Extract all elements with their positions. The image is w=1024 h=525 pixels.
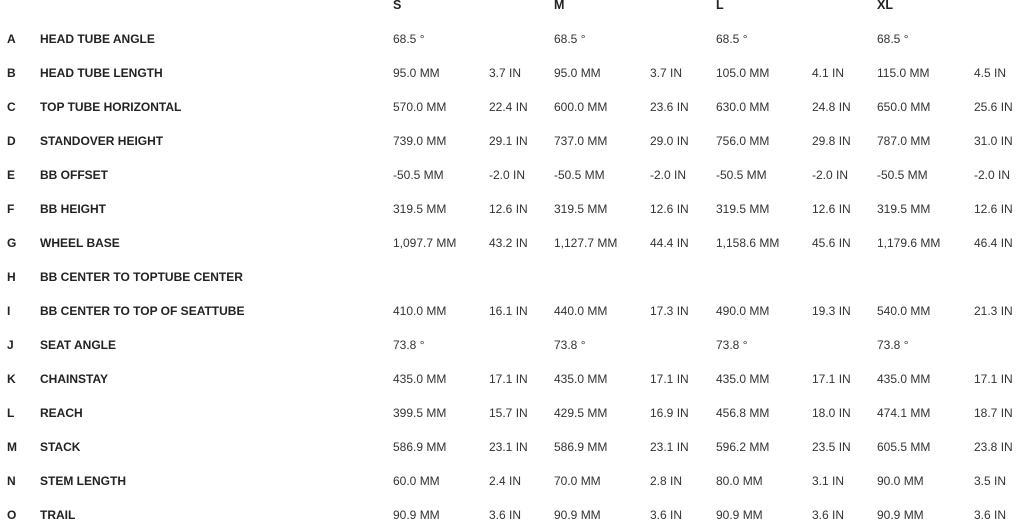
imperial-value: 3.7 IN (489, 66, 522, 80)
table-row (0, 165, 1024, 185)
row-label: HEAD TUBE ANGLE (40, 32, 155, 46)
metric-value: 739.0 MM (393, 134, 447, 148)
imperial-value: 2.4 IN (489, 474, 522, 488)
row-letter: A (7, 32, 16, 46)
metric-value: 490.0 MM (716, 304, 770, 318)
metric-value: 737.0 MM (554, 134, 608, 148)
metric-value: 90.9 MM (393, 508, 440, 522)
imperial-value: 29.1 IN (489, 134, 528, 148)
metric-value: 73.8 ° (716, 338, 748, 352)
metric-value: 650.0 MM (877, 100, 931, 114)
table-row (0, 505, 1024, 525)
row-letter: M (7, 440, 17, 454)
imperial-value: 12.6 IN (974, 202, 1013, 216)
imperial-value: 3.6 IN (974, 508, 1007, 522)
imperial-value: 22.4 IN (489, 100, 528, 114)
metric-value: 586.9 MM (554, 440, 608, 454)
row-label: HEAD TUBE LENGTH (40, 66, 163, 80)
metric-value: 1,097.7 MM (393, 236, 457, 250)
imperial-value: 31.0 IN (974, 134, 1013, 148)
imperial-value: 4.1 IN (812, 66, 845, 80)
metric-value: 73.8 ° (877, 338, 909, 352)
imperial-value: 23.6 IN (650, 100, 689, 114)
row-label: WHEEL BASE (40, 236, 120, 250)
imperial-value: 12.6 IN (812, 202, 851, 216)
row-label: STACK (40, 440, 81, 454)
metric-value: -50.5 MM (716, 168, 767, 182)
metric-value: 1,179.6 MM (877, 236, 941, 250)
imperial-value: 18.7 IN (974, 406, 1013, 420)
imperial-value: 24.8 IN (812, 100, 851, 114)
metric-value: 68.5 ° (393, 32, 425, 46)
imperial-value: 16.9 IN (650, 406, 689, 420)
metric-value: -50.5 MM (554, 168, 605, 182)
metric-value: 440.0 MM (554, 304, 608, 318)
imperial-value: 29.0 IN (650, 134, 689, 148)
imperial-value: 2.8 IN (650, 474, 683, 488)
size-header-m: M (554, 0, 565, 12)
imperial-value: 12.6 IN (650, 202, 689, 216)
row-letter: O (7, 508, 17, 522)
imperial-value: 3.7 IN (650, 66, 683, 80)
table-row (0, 199, 1024, 219)
metric-value: 68.5 ° (554, 32, 586, 46)
row-letter: C (7, 100, 16, 114)
imperial-value: 44.4 IN (650, 236, 689, 250)
metric-value: 90.9 MM (554, 508, 601, 522)
table-row (0, 233, 1024, 253)
row-label: STEM LENGTH (40, 474, 126, 488)
row-letter: L (7, 406, 15, 420)
table-row (0, 301, 1024, 321)
size-header-s: S (393, 0, 402, 12)
imperial-value: 23.8 IN (974, 440, 1013, 454)
metric-value: 787.0 MM (877, 134, 931, 148)
imperial-value: 17.3 IN (650, 304, 689, 318)
metric-value: 600.0 MM (554, 100, 608, 114)
metric-value: 70.0 MM (554, 474, 601, 488)
row-letter: N (7, 474, 16, 488)
imperial-value: 12.6 IN (489, 202, 528, 216)
imperial-value: 17.1 IN (974, 372, 1013, 386)
imperial-value: 43.2 IN (489, 236, 528, 250)
imperial-value: 4.5 IN (974, 66, 1007, 80)
metric-value: 435.0 MM (877, 372, 931, 386)
row-label: BB OFFSET (40, 168, 108, 182)
row-label: TOP TUBE HORIZONTAL (40, 100, 182, 114)
metric-value: 435.0 MM (716, 372, 770, 386)
row-letter: D (7, 134, 16, 148)
metric-value: 319.5 MM (877, 202, 931, 216)
row-label: BB CENTER TO TOPTUBE CENTER (40, 270, 243, 284)
imperial-value: 3.6 IN (489, 508, 522, 522)
metric-value: 319.5 MM (393, 202, 447, 216)
row-letter: B (7, 66, 16, 80)
imperial-value: 46.4 IN (974, 236, 1013, 250)
imperial-value: -2.0 IN (489, 168, 526, 182)
table-row (0, 63, 1024, 83)
imperial-value: -2.0 IN (650, 168, 687, 182)
imperial-value: 3.5 IN (974, 474, 1007, 488)
metric-value: 410.0 MM (393, 304, 447, 318)
metric-value: 80.0 MM (716, 474, 763, 488)
metric-value: 105.0 MM (716, 66, 770, 80)
metric-value: 319.5 MM (716, 202, 770, 216)
metric-value: 95.0 MM (393, 66, 440, 80)
row-letter: F (7, 202, 15, 216)
imperial-value: 21.3 IN (974, 304, 1013, 318)
metric-value: 1,158.6 MM (716, 236, 780, 250)
table-row (0, 335, 1024, 355)
size-header-xl: XL (877, 0, 893, 12)
row-label: CHAINSTAY (40, 372, 109, 386)
row-label: SEAT ANGLE (40, 338, 117, 352)
row-letter: K (7, 372, 16, 386)
metric-value: 73.8 ° (554, 338, 586, 352)
row-label: REACH (40, 406, 83, 420)
metric-value: 435.0 MM (393, 372, 447, 386)
imperial-value: 18.0 IN (812, 406, 851, 420)
imperial-value: 25.6 IN (974, 100, 1013, 114)
metric-value: 73.8 ° (393, 338, 425, 352)
imperial-value: 16.1 IN (489, 304, 528, 318)
metric-value: 319.5 MM (554, 202, 608, 216)
metric-value: 429.5 MM (554, 406, 608, 420)
imperial-value: 15.7 IN (489, 406, 528, 420)
table-row (0, 29, 1024, 49)
metric-value: 474.1 MM (877, 406, 931, 420)
table-row (0, 267, 1024, 287)
table-row (0, 437, 1024, 457)
row-letter: J (7, 338, 14, 352)
row-letter: H (7, 270, 16, 284)
metric-value: 456.8 MM (716, 406, 770, 420)
imperial-value: 23.5 IN (812, 440, 851, 454)
table-row (0, 97, 1024, 117)
row-label: TRAIL (40, 508, 76, 522)
metric-value: 95.0 MM (554, 66, 601, 80)
metric-value: 435.0 MM (554, 372, 608, 386)
row-label: BB HEIGHT (40, 202, 106, 216)
row-label: BB CENTER TO TOP OF SEATTUBE (40, 304, 245, 318)
metric-value: 399.5 MM (393, 406, 447, 420)
row-letter: I (7, 304, 11, 318)
metric-value: 570.0 MM (393, 100, 447, 114)
imperial-value: -2.0 IN (974, 168, 1011, 182)
table-row (0, 131, 1024, 151)
metric-value: 605.5 MM (877, 440, 931, 454)
imperial-value: 17.1 IN (489, 372, 528, 386)
metric-value: 540.0 MM (877, 304, 931, 318)
imperial-value: 17.1 IN (812, 372, 851, 386)
metric-value: -50.5 MM (877, 168, 928, 182)
metric-value: -50.5 MM (393, 168, 444, 182)
imperial-value: 3.6 IN (650, 508, 683, 522)
table-row (0, 403, 1024, 423)
row-label: STANDOVER HEIGHT (40, 134, 164, 148)
row-letter: E (7, 168, 16, 182)
imperial-value: 17.1 IN (650, 372, 689, 386)
metric-value: 68.5 ° (716, 32, 748, 46)
imperial-value: -2.0 IN (812, 168, 849, 182)
metric-value: 115.0 MM (877, 66, 930, 80)
metric-value: 756.0 MM (716, 134, 770, 148)
size-header-l: L (716, 0, 724, 12)
imperial-value: 23.1 IN (650, 440, 689, 454)
metric-value: 60.0 MM (393, 474, 440, 488)
imperial-value: 23.1 IN (489, 440, 528, 454)
metric-value: 90.9 MM (716, 508, 763, 522)
table-row (0, 369, 1024, 389)
metric-value: 596.2 MM (716, 440, 770, 454)
imperial-value: 45.6 IN (812, 236, 851, 250)
metric-value: 586.9 MM (393, 440, 447, 454)
metric-value: 90.0 MM (877, 474, 924, 488)
metric-value: 90.9 MM (877, 508, 924, 522)
imperial-value: 19.3 IN (812, 304, 851, 318)
metric-value: 630.0 MM (716, 100, 770, 114)
row-letter: G (7, 236, 17, 250)
table-row (0, 471, 1024, 491)
metric-value: 1,127.7 MM (554, 236, 618, 250)
metric-value: 68.5 ° (877, 32, 909, 46)
imperial-value: 3.6 IN (812, 508, 845, 522)
imperial-value: 3.1 IN (812, 474, 845, 488)
imperial-value: 29.8 IN (812, 134, 851, 148)
